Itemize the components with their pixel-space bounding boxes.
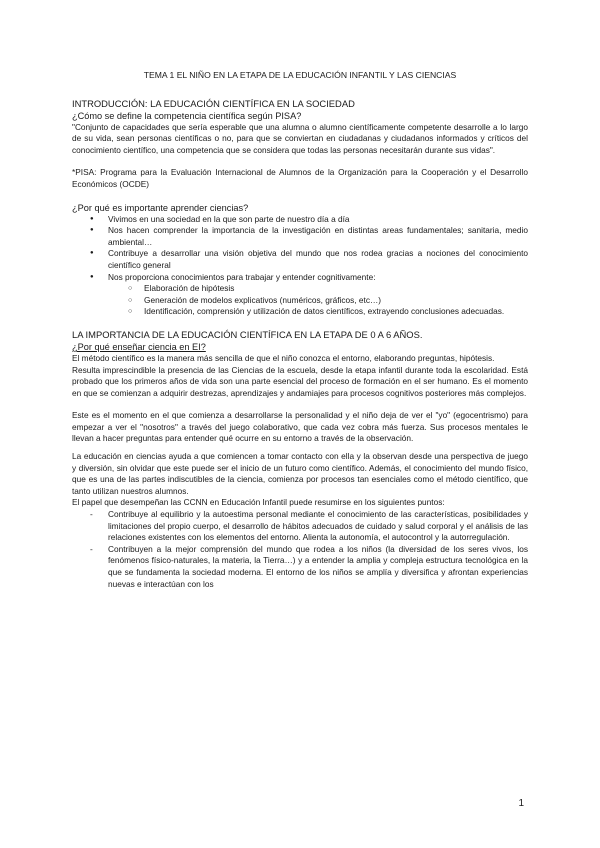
why-item-1: ● Vivimos en una sociedad en la que son parte de nuestro día a día xyxy=(72,214,528,226)
importance-paragraph-2: Resulta imprescindible la presencia de las Ciencias de la escuela, desde la etapa infantil durante toda la escolaridad. Está probado que los primeros años de vida son una parte esencial del proceso de formación en el ser humano. Es el momento en que se comienzan a adquirir destrezas, aprendizajes y andamiajes para procesos cognitivos posteriores más complejos. xyxy=(72,364,528,398)
why-subitem-3: ○ Identificación, comprensión y utilización de datos científicos, extrayendo conclusiones adecuadas. xyxy=(72,306,528,318)
importance-paragraph-5: El papel que desempeñan las CCNN en Educación Infantil puede resumirse en los siguientes puntos: xyxy=(72,497,445,508)
pisa-note: *PISA: Programa para la Evaluación Internacional de Alumnos de la Organización para la Cooperación y el Desarrollo Económicos (OCDE) xyxy=(72,167,528,189)
intro-heading: INTRODUCCIÓN: LA EDUCACIÓN CIENTÍFICA EN LA SOCIEDAD xyxy=(72,97,355,109)
why-item-4: ● Nos proporciona conocimientos para trabajar y entender cognitivamente: xyxy=(72,272,528,284)
why-list xyxy=(72,214,528,284)
why-question: ¿Por qué es importante aprender ciencias? xyxy=(72,202,249,213)
why-subitem-1: ○ Elaboración de hipótesis xyxy=(72,283,528,295)
page-content xyxy=(72,70,528,590)
why-item-3: ● Contribuye a desarrollar una visión objetiva del mundo que nos rodea gracias a nociones del conocimiento científico general xyxy=(72,248,528,271)
ccnn-points-list xyxy=(72,509,528,590)
pisa-quote: "Conjunto de capacidades que sería esperable que una alumna o alumno científicamente competente desarrolle a lo largo de su vida, sean personas científicas o no, para que se conviertan en ciudadanas y ciudadanos informados y críticos del conocimiento científico, una competencia que se considera que todas las personas necesitarán durante sus vidas". xyxy=(72,121,528,155)
importance-paragraph-4: La educación en ciencias ayuda a que comiencen a tomar contacto con ella y la observan desde una perspectiva de juego y diversión, sin olvidar que este puede ser el inicio de un futuro como científico. Además, el conocimiento del mundo físico, que es una de las partes indiscutibles de la ciencia, comienza por procesos tan esenciales como el método científico, que tanto utilizan nuestros alumnos. xyxy=(72,451,528,496)
importance-heading: LA IMPORTANCIA DE LA EDUCACIÓN CIENTÍFICA EN LA ETAPA DE 0 A 6 AÑOS. xyxy=(72,328,423,340)
intro-question: ¿Cómo se define la competencia científica según PISA? xyxy=(72,110,302,121)
importance-paragraph-3: Este es el momento en el que comienza a desarrollarse la personalidad y el niño deja de ver el "yo" (egocentrismo) para empezar a ver el "nosotros" a través del juego colaborativo, que cada vez cobra más fuerza. Sus procesos mentales le llevan a hacer preguntas para entender qué ocurre en su entorno a través de la observación. xyxy=(72,410,528,444)
importance-question: ¿Por qué enseñar ciencia en EI? xyxy=(72,341,206,352)
document-title: TEMA 1 EL NIÑO EN LA ETAPA DE LA EDUCACIÓN INFANTIL Y LAS CIENCIAS xyxy=(143,70,457,80)
importance-paragraph-1: El método científico es la manera más sencilla de que el niño conozca el entorno, elaborando preguntas, hipótesis. xyxy=(72,352,495,363)
page-number: 1 xyxy=(518,798,524,809)
ccnn-point-1: - Contribuye al equilibrio y la autoestima personal mediante el conocimiento de las características, posibilidades y limitaciones del propio cuerpo, el desarrollo de hábitos adecuados de cuidado y salud corporal y el análisis de las relaciones existentes con los elementos del entorno. Alienta la autonomía, el autocontrol y la autorregulación. xyxy=(72,509,528,544)
ccnn-point-2: - Contribuyen a la mejor comprensión del mundo que rodea a los niños (la diversidad de los seres vivos, los fenómenos físico-naturales, la materia, la Tierra…) y a entender la amplia y compleja estructura tecnológica en la que se fundamenta la sociedad moderna. El entorno de los niños se amplía y diversifica y afrontan experiencias nuevas e interactúan con los xyxy=(72,544,528,590)
why-subitem-2: ○ Generación de modelos explicativos (numéricos, gráficos, etc…) xyxy=(72,295,528,307)
why-item-2: ● Nos hacen comprender la importancia de la investigación en distintas areas fundamentales; sanitaria, medio ambiental… xyxy=(72,225,528,248)
why-sublist xyxy=(72,283,528,318)
